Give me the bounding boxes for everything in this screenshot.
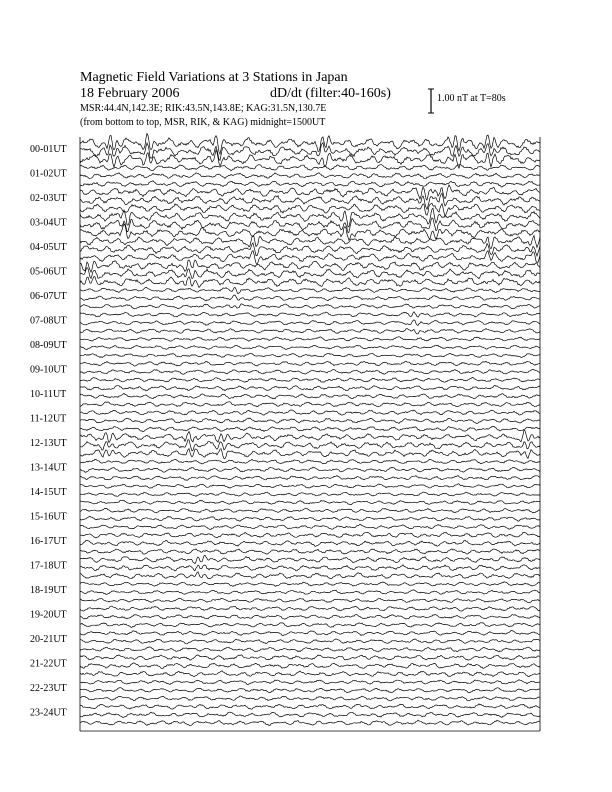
- trace-line: [80, 268, 540, 279]
- trace-line: [80, 492, 540, 496]
- component-label: dD/dt (filter:40-160s): [270, 86, 391, 101]
- row-label: 13-14UT: [30, 462, 67, 474]
- trace-line: [80, 508, 540, 513]
- row-label: 10-11UT: [30, 389, 67, 401]
- trace-line: [80, 295, 540, 301]
- trace-line: [80, 549, 540, 554]
- trace-line: [80, 623, 540, 628]
- trace-group: [80, 134, 540, 726]
- trace-line: [80, 639, 540, 644]
- trace-line: [80, 540, 540, 546]
- trace-line: [80, 582, 540, 587]
- row-label: 21-22UT: [30, 658, 67, 670]
- trace-line: [80, 572, 540, 579]
- trace-line: [80, 260, 540, 272]
- trace-line: [80, 440, 540, 451]
- trace-line: [80, 459, 540, 464]
- trace-line: [80, 203, 540, 216]
- trace-line: [80, 312, 540, 317]
- trace-line: [80, 426, 540, 431]
- trace-line: [80, 277, 540, 288]
- trace-line: [80, 555, 540, 563]
- row-label-group: [30, 144, 67, 719]
- row-label: 07-08UT: [30, 315, 67, 327]
- row-label: 05-06UT: [30, 266, 67, 278]
- trace-line: [80, 476, 540, 481]
- trace-line: [80, 353, 540, 357]
- trace-order-note: (from bottom to top, MSR, RIK, & KAG) midnight=1500UT: [80, 117, 326, 128]
- row-label: 03-04UT: [30, 217, 67, 229]
- row-label: 18-19UT: [30, 585, 67, 597]
- trace-line: [80, 337, 540, 342]
- trace-line: [80, 393, 540, 399]
- trace-line: [80, 484, 540, 488]
- trace-line: [80, 647, 540, 652]
- row-label: 06-07UT: [30, 291, 67, 303]
- scale-bar: [428, 89, 434, 113]
- trace-line: [80, 500, 540, 505]
- trace-line: [80, 565, 540, 571]
- trace-line: [80, 598, 540, 602]
- row-label: 00-01UT: [30, 144, 67, 156]
- trace-line: [80, 402, 540, 407]
- trace-line: [80, 449, 540, 459]
- trace-line: [80, 173, 540, 179]
- trace-line: [80, 680, 540, 685]
- row-label: 14-15UT: [30, 487, 67, 499]
- row-label: 02-03UT: [30, 193, 67, 205]
- trace-line: [80, 361, 540, 366]
- trace-line: [80, 655, 540, 660]
- trace-line: [80, 369, 540, 374]
- trace-line: [80, 193, 540, 209]
- trace-line: [80, 181, 540, 188]
- row-label: 11-12UT: [30, 413, 67, 425]
- trace-line: [80, 704, 540, 709]
- row-label: 19-20UT: [30, 609, 67, 621]
- row-label: 12-13UT: [30, 438, 67, 450]
- trace-line: [80, 410, 540, 415]
- row-label: 16-17UT: [30, 536, 67, 548]
- trace-line: [80, 243, 540, 256]
- trace-line: [80, 418, 540, 424]
- trace-line: [80, 165, 540, 171]
- trace-line: [80, 671, 540, 677]
- trace-line: [80, 524, 540, 529]
- trace-line: [80, 696, 540, 701]
- row-label: 23-24UT: [30, 707, 67, 719]
- trace-line: [80, 320, 540, 326]
- trace-line: [80, 430, 540, 443]
- trace-line: [80, 251, 540, 265]
- trace-line: [80, 378, 540, 383]
- scale-bar-label: 1.00 nT at T=80s: [437, 93, 506, 104]
- row-label: 01-02UT: [30, 168, 67, 180]
- row-label: 08-09UT: [30, 340, 67, 352]
- trace-line: [80, 712, 540, 717]
- trace-line: [80, 532, 540, 538]
- row-label: 17-18UT: [30, 560, 67, 572]
- station-coordinates: MSR:44.4N,142.3E; RIK:43.5N,143.8E; KAG:31.5N,130.7E: [80, 103, 327, 114]
- trace-line: [80, 720, 540, 726]
- row-label: 04-05UT: [30, 242, 67, 254]
- row-label: 20-21UT: [30, 634, 67, 646]
- trace-line: [80, 663, 540, 669]
- trace-line: [80, 304, 540, 309]
- trace-line: [80, 606, 540, 611]
- trace-line: [80, 185, 540, 200]
- trace-line: [80, 614, 540, 619]
- trace-line: [80, 287, 540, 293]
- row-label: 09-10UT: [30, 364, 67, 376]
- trace-line: [80, 329, 540, 334]
- trace-line: [80, 345, 540, 349]
- trace-line: [80, 385, 540, 390]
- trace-line: [80, 516, 540, 521]
- trace-line: [80, 688, 540, 693]
- trace-line: [80, 467, 540, 472]
- trace-line: [80, 631, 540, 636]
- trace-line: [80, 590, 540, 595]
- chart-title: Magnetic Field Variations at 3 Stations in Japan: [80, 70, 348, 85]
- date-label: 18 February 2006: [80, 86, 180, 101]
- row-label: 15-16UT: [30, 511, 67, 523]
- trace-line: [80, 236, 540, 249]
- row-label: 22-23UT: [30, 683, 67, 695]
